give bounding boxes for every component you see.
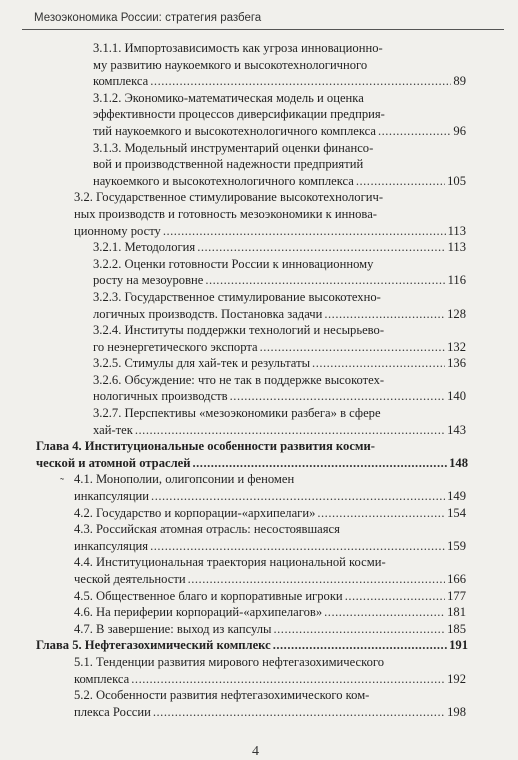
leader-dots [317,505,445,522]
leader-dots [151,488,445,505]
toc-entry-last-line [74,488,466,505]
toc-entry-line: 3.2.3. Государственное стимулирование высокотехно- [93,289,381,304]
leader-dots [197,239,445,256]
toc-page-number: 181 [447,605,466,620]
toc-entry-last-line [36,637,468,654]
header-rule [22,29,504,30]
toc-entry-line: 3.1.2. Экономико-математическая модель и оценка [93,90,364,105]
leader-dots [163,223,446,240]
toc-entry-line: ческой деятельности [74,572,186,586]
toc-entry-line: 3.2.6. Обсуждение: что не так в поддержке высокотех- [93,372,385,387]
toc-entry [74,604,466,621]
toc-entry-last-line [93,123,466,140]
leader-dots [260,339,446,356]
toc-entry [74,654,466,687]
toc-entry-last-line [93,239,466,256]
toc-entry-line: логичных производств. Постановка задачи [93,306,323,321]
toc-entry-line: Глава 5. Нефтегазохимический комплекс [36,638,271,653]
toc-entry-line: 3.2.1. Методология [93,240,196,255]
toc-entry-line: 3.1.3. Модельный инструментарий оценки финансо- [93,140,374,155]
toc-entry-line: наукоемкого и высокотехнологичного комплекса [93,173,354,188]
toc-entry-line: 4.4. Институциональная траектория национальной косми- [74,555,386,570]
leader-dots [153,704,445,721]
toc-entry [74,471,466,504]
toc-entry-last-line [93,272,466,289]
toc-entry-line: 4.1. Монополии, олигопсонии и феномен [74,472,295,487]
toc-entry-line: росту на мезоуровне [93,273,204,288]
toc-entry-line: Глава 4. Институциональные особенности развития косми- [36,439,375,454]
toc-entry-line: ческой и атомной отраслей [36,455,191,470]
toc-page-number: 113 [447,240,466,255]
toc-entry-last-line [74,588,466,605]
toc-entry-line: инкапсуляции [74,489,150,504]
toc-entry-last-line [93,388,466,405]
leader-dots [193,455,448,472]
leader-dots [356,173,445,190]
leader-dots [135,422,445,439]
toc-entry-line: 4.7. В завершение: выход из капсулы [74,621,272,636]
toc-entry-last-line [93,355,466,372]
toc-entry [93,289,466,322]
page-number: 4 [252,744,259,759]
toc-page-number: 149 [447,489,466,504]
toc-entry-line: 4.3. Российская атомная отрасль: несостоявшаяся [74,522,340,537]
leader-dots [274,621,446,638]
toc-page-number: 113 [447,223,466,238]
toc-page-number: 143 [447,422,466,437]
toc-page-number: 116 [447,273,466,288]
toc-entry-line: 4.6. На периферии корпораций-«архипелагов» [74,605,323,620]
toc-entry-line: 3.2.7. Перспективы «мезоэкономики разбега» в сфере [93,406,381,421]
toc-entry [74,588,466,605]
toc-entry-line: эффективности процессов диверсификации предприя- [93,107,385,122]
toc-chapter-entry [36,637,468,654]
toc-entry [74,189,466,239]
toc-entry-line: 3.2. Государственное стимулирование высокотехнологич- [74,190,384,205]
toc-entry-last-line [93,173,466,190]
leader-dots [188,571,446,588]
toc-page-number: 166 [447,572,466,586]
toc-entry-line: 5.2. Особенности развития нефтегазохимического ком- [74,688,370,703]
running-title: Мезоэкономика России: стратегия разбега [34,12,262,24]
toc-entry-last-line [74,604,466,621]
leader-dots [324,604,445,621]
toc-entry-line: 3.1.1. Импортозависимость как угроза инновационно- [93,41,383,55]
toc-page-number: 89 [453,74,466,89]
toc-entry [74,621,466,638]
toc-entry-last-line [74,671,466,688]
toc-entry-last-line [74,505,466,522]
toc-entry-last-line [93,339,466,356]
toc-entry-line: комплекса [74,671,130,686]
toc-entry [74,521,466,554]
toc-entry-last-line [93,422,466,439]
toc-entry [93,239,466,256]
toc-entry-line: ных производств и готовность мезоэкономики к иннова- [74,206,377,221]
toc-entry-last-line [74,571,466,588]
leader-dots [205,272,445,289]
toc-entry-line: 4.2. Государство и корпорации-«архипелаги» [74,505,316,520]
toc-page-number: 136 [447,356,466,371]
toc-entry [93,372,466,405]
margin-mark: ˜ [60,475,64,489]
toc-entry [93,90,466,140]
toc-entry [93,140,466,190]
leader-dots [378,123,451,140]
toc-entry-line: 3.2.2. Оценки готовности России к инновационному [93,256,374,271]
toc-entry-last-line [74,621,466,638]
toc-entry [74,505,466,522]
toc-entry-line: плекса России [74,704,151,719]
toc-page-number: 192 [447,671,466,686]
toc-page-number: 159 [447,538,466,553]
leader-dots [345,588,445,605]
toc-entry [93,256,466,289]
leader-dots [312,355,445,372]
toc-entry-last-line [93,73,466,90]
toc-entry [93,40,466,90]
toc-page-number: 185 [447,621,466,636]
toc-page-number: 140 [447,389,466,404]
toc-entry [74,687,466,720]
leader-dots [230,388,445,405]
toc-entry-line: 4.5. Общественное благо и корпоративные игроки [74,588,343,603]
toc-entry [93,405,466,438]
toc-entry [74,554,466,587]
toc-entry-line: инкапсуляция [74,538,149,553]
toc-entry-line: му развитию наукоемкого и высокотехнологичного [93,57,368,72]
leader-dots [150,538,445,555]
toc-page-number: 177 [447,588,466,603]
toc-page-number: 128 [447,306,466,321]
toc-entry-line: 5.1. Тенденции развития мирового нефтегазохимического [74,654,385,669]
toc-entry-line: 3.2.5. Стимулы для хай-тек и результаты [93,356,311,371]
toc-entry-last-line [93,306,466,323]
toc-entry-last-line [74,223,466,240]
toc-page-number: 96 [453,123,466,138]
toc-entry-line: комплекса [93,74,149,89]
leader-dots [273,637,447,654]
toc-page-number: 132 [447,339,466,354]
toc-page-number: 105 [447,173,466,188]
toc-entry-last-line [74,704,466,721]
toc-chapter-entry [36,438,468,471]
leader-dots [324,306,445,323]
toc-entry-line: ционному росту [74,223,161,238]
toc-entry-line: хай-тек [93,422,133,437]
leader-dots [131,671,445,688]
toc-entry [93,355,466,372]
toc-page-number: 191 [449,638,468,653]
toc-page-number: 148 [449,455,468,470]
toc-entry-line: вой и производственной надежности предприятий [93,157,364,172]
toc-entry-last-line [36,455,468,472]
leader-dots [150,73,451,90]
toc-entry-line: тий наукоемкого и высокотехнологичного комплекса [93,123,376,138]
toc-entry-last-line [74,538,466,555]
toc-page-number: 154 [447,505,466,520]
toc-page-number: 198 [447,704,466,719]
toc-entry-line: го неэнергетического экспорта [93,339,258,354]
table-of-contents [0,40,518,720]
toc-entry-line: 3.2.4. Институты поддержки технологий и несырьево- [93,323,385,338]
toc-entry [93,322,466,355]
toc-entry-line: нологичных производств [93,389,228,404]
